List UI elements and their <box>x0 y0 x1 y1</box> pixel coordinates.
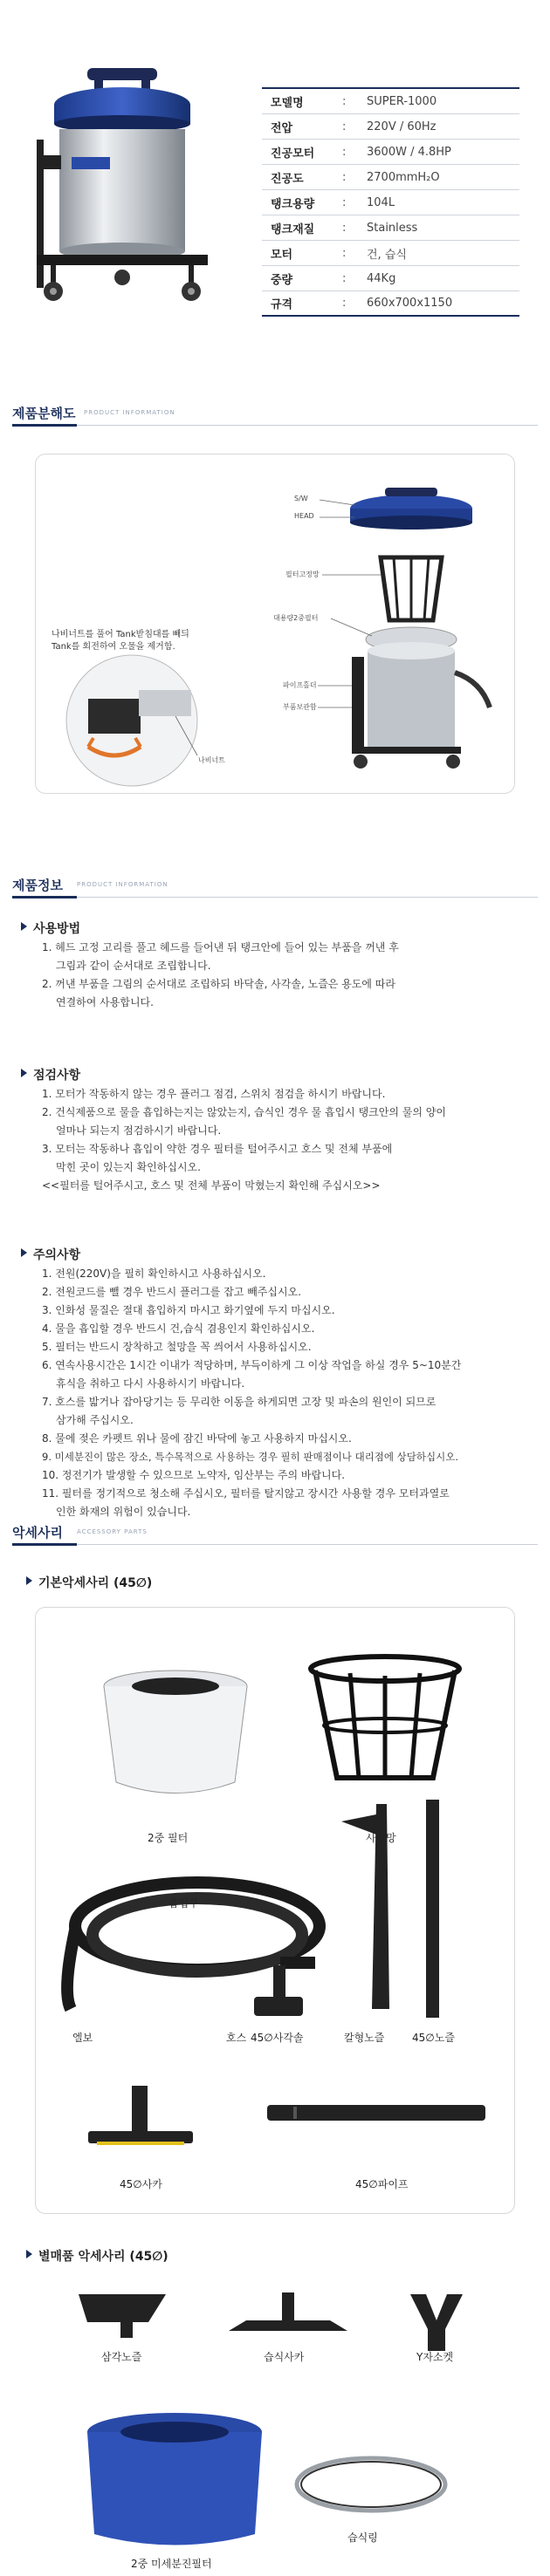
exploded-diagram <box>35 454 515 794</box>
section-title: 악세사리 <box>12 1525 63 1541</box>
section-header-accessory <box>0 1516 550 1548</box>
diagram-label-filter-fix: 필터고정망 <box>285 571 320 578</box>
caption-cage: 사출망 <box>366 1832 396 1844</box>
section-header-exploded <box>0 397 550 428</box>
caption-nozzle-45: 45∅노즐 <box>412 2032 455 2044</box>
vacuum-product-image <box>26 61 214 323</box>
caption-filter: 2중 필터 <box>148 1832 189 1844</box>
caption-crevice-nozzle: 칼형노즐 <box>344 2032 385 2044</box>
caution-section <box>17 1246 541 1521</box>
caption-wet-ring: 습식링 <box>347 2532 378 2544</box>
diagram-note: 나비너트를 풀어 Tank받침대를 빼듸 Tank를 회전하여 오물을 제거함. <box>52 630 189 652</box>
spec-separator: : <box>342 120 347 133</box>
spec-row <box>262 190 519 215</box>
spec-separator: : <box>342 170 347 184</box>
basic-accessory-drawings <box>36 1608 516 2215</box>
info-line: 그림과 같이 순서대로 조립합니다. <box>56 960 211 972</box>
info-line: 연결하여 사용합니다. <box>56 996 154 1008</box>
info-line: 9. 미세분진이 많은 장소, 특수목적으로 사용하는 경우 필히 판매점이나 대리점에 상담하십시오. <box>42 1451 458 1463</box>
section-header-info <box>0 869 550 900</box>
spec-key: 진공도 <box>271 172 304 186</box>
spec-key: 진공모터 <box>271 147 315 161</box>
spec-key: 탱크재질 <box>271 222 315 236</box>
info-line: 휴식을 취하고 다시 사용하시기 바랍니다. <box>56 1377 245 1390</box>
diagram-label-pipe-holder: 파이프홀더 <box>283 681 317 689</box>
caption-wet-squeegee: 습식사카 <box>264 2351 305 2363</box>
diagram-label-nut: 나비너트 <box>198 756 225 764</box>
caption-y-socket: Y자소켓 <box>416 2351 454 2363</box>
spec-row <box>262 89 519 114</box>
info-line: 인한 화재의 위험이 있습니다. <box>56 1506 191 1518</box>
spec-row <box>262 241 519 266</box>
section-subtitle: ACCESSORY PARTS <box>77 1528 148 1535</box>
section-subtitle: PRODUCT INFORMATION <box>77 881 168 888</box>
spec-value: 104L <box>367 195 395 209</box>
spec-value: 2700mmH₂O <box>367 170 440 184</box>
info-line: 8. 물에 젖은 카펫트 위나 물에 잠긴 바닥에 놓고 사용하지 마십시오. <box>42 1432 352 1445</box>
product-overview <box>0 0 550 349</box>
info-line: 2. 건식제품으로 물을 흡입하는지는 않았는지, 습식인 경우 물 흡입시 탱크안의 물의 양이 <box>42 1106 446 1118</box>
info-line: 얼마나 되는지 점검하시기 바랍니다. <box>56 1124 222 1137</box>
info-line: 5. 필터는 반드시 장착하고 철망을 꼭 씌어서 사용하십시오. <box>42 1341 312 1353</box>
spec-row <box>262 266 519 291</box>
caption-inlet: 흡입구 <box>168 1897 199 1910</box>
info-line: 10. 정전기가 발생할 수 있으므로 노약자, 임산부는 주의 바랍니다. <box>42 1469 346 1481</box>
caption-fine-filter: 2중 미세분진필터 <box>131 2558 212 2570</box>
diagram-label-filter2: 대용량2중필터 <box>273 614 319 622</box>
info-line: 3. 모터는 작동하나 흡입이 약한 경우 필터를 털어주시고 호스 및 전체 부품에 <box>42 1143 393 1155</box>
info-heading: 점검사항 <box>17 1066 541 1085</box>
info-line: 3. 인화성 물질은 절대 흡입하지 마시고 화기옆에 두지 마십시오. <box>42 1304 335 1316</box>
spec-value: 3600W / 4.8HP <box>367 145 451 159</box>
optional-accessory-heading: 별매품 악세사리 (45∅) <box>26 2247 168 2265</box>
spec-separator: : <box>342 271 347 285</box>
section-subtitle: PRODUCT INFORMATION <box>84 409 175 416</box>
info-line: 7. 호스를 밟거나 잡아당기는 등 무리한 이동을 하게되면 고장 및 파손의 원인이 되므로 <box>42 1396 437 1408</box>
info-line: 1. 모터가 작동하지 않는 경우 플러그 점검, 스위치 점검을 하시기 바랍니다. <box>42 1088 386 1100</box>
spec-separator: : <box>342 145 347 159</box>
info-line: 막힌 곳이 있는지 확인하십시오. <box>56 1161 201 1173</box>
diagram-label-sw: S/W <box>294 495 308 502</box>
caption-squeegee: 45∅사카 <box>120 2178 162 2190</box>
spec-key: 규격 <box>271 298 293 311</box>
spec-key: 전압 <box>271 121 293 135</box>
spec-value: 44Kg <box>367 271 396 285</box>
spec-value: 220V / 60Hz <box>367 120 437 133</box>
spec-key: 중량 <box>271 273 293 287</box>
spec-row <box>262 114 519 140</box>
info-line: 11. 필터를 정기적으로 청소해 주십시오, 필터를 탈지않고 장시간 사용할 경우 모터과열로 <box>42 1487 450 1500</box>
caption-elbow: 엘보 <box>72 2032 93 2044</box>
basic-accessory-heading: 기본악세사리 (45∅) <box>26 1574 152 1591</box>
spec-separator: : <box>342 94 347 108</box>
exploded-diagram-drawing <box>36 454 516 795</box>
spec-row <box>262 165 519 190</box>
diagram-label-head: HEAD <box>294 512 314 520</box>
info-line: 삼가해 주십시오. <box>56 1414 134 1426</box>
usage-section <box>17 919 541 1012</box>
info-heading: 사용방법 <box>17 919 541 939</box>
section-divider <box>12 897 538 898</box>
spec-separator: : <box>342 246 347 260</box>
info-line: 1. 전원(220V)을 필히 확인하시고 사용하십시오. <box>42 1268 266 1280</box>
caption-pipe: 45∅파이프 <box>355 2178 409 2190</box>
spec-value: Stainless <box>367 221 418 235</box>
spec-table <box>262 87 519 317</box>
caption-square-brush: 45∅사각솔 <box>251 2032 304 2044</box>
spec-key: 모터 <box>271 248 293 262</box>
info-line: <<필터를 털어주시고, 호스 및 전체 부품이 막혔는지 확인해 주십시오>> <box>42 1179 381 1192</box>
spec-key: 모델명 <box>271 96 304 110</box>
spec-separator: : <box>342 195 347 209</box>
info-line: 6. 연속사용시간은 1시간 이내가 적당하며, 부득이하게 그 이상 작업을 하실 경우 5~10분간 <box>42 1359 462 1371</box>
spec-separator: : <box>342 297 347 310</box>
spec-value: 건, 습식 <box>367 248 407 262</box>
spec-key: 탱크용량 <box>271 197 315 211</box>
info-line: 1. 헤드 고정 고리를 풀고 헤드를 들어낸 뒤 탱크안에 들어 있는 부품을 꺼낸 후 <box>42 941 399 953</box>
check-section <box>17 1066 541 1195</box>
spec-row <box>262 215 519 241</box>
info-line: 2. 꺼낸 부품을 그림의 순서대로 조립하되 바닥솔, 사각솔, 노즐은 용도에 따라 <box>42 978 395 990</box>
section-title: 제품정보 <box>12 878 63 893</box>
info-line: 2. 전원코드를 뺄 경우 반드시 플러그를 잡고 빼주십시오. <box>42 1286 301 1298</box>
caption-hose: 호스 <box>226 2032 247 2044</box>
diagram-label-accessory-holder: 부품보관함 <box>283 703 317 711</box>
spec-row <box>262 291 519 317</box>
section-title: 제품분해도 <box>12 406 76 421</box>
spec-row <box>262 140 519 165</box>
info-line: 4. 물을 흡입할 경우 반드시 건,습식 겸용인지 확인하십시오. <box>42 1322 315 1335</box>
section-divider <box>12 1544 538 1545</box>
spec-separator: : <box>342 221 347 235</box>
section-divider <box>12 425 538 426</box>
optional-accessory-drawings <box>0 2268 550 2565</box>
spec-value: SUPER-1000 <box>367 94 437 108</box>
caption-triangle-nozzle: 삼각노즐 <box>101 2351 142 2363</box>
info-heading: 주의사항 <box>17 1246 541 1265</box>
spec-value: 660x700x1150 <box>367 297 453 310</box>
basic-accessory-box <box>35 1607 515 2214</box>
